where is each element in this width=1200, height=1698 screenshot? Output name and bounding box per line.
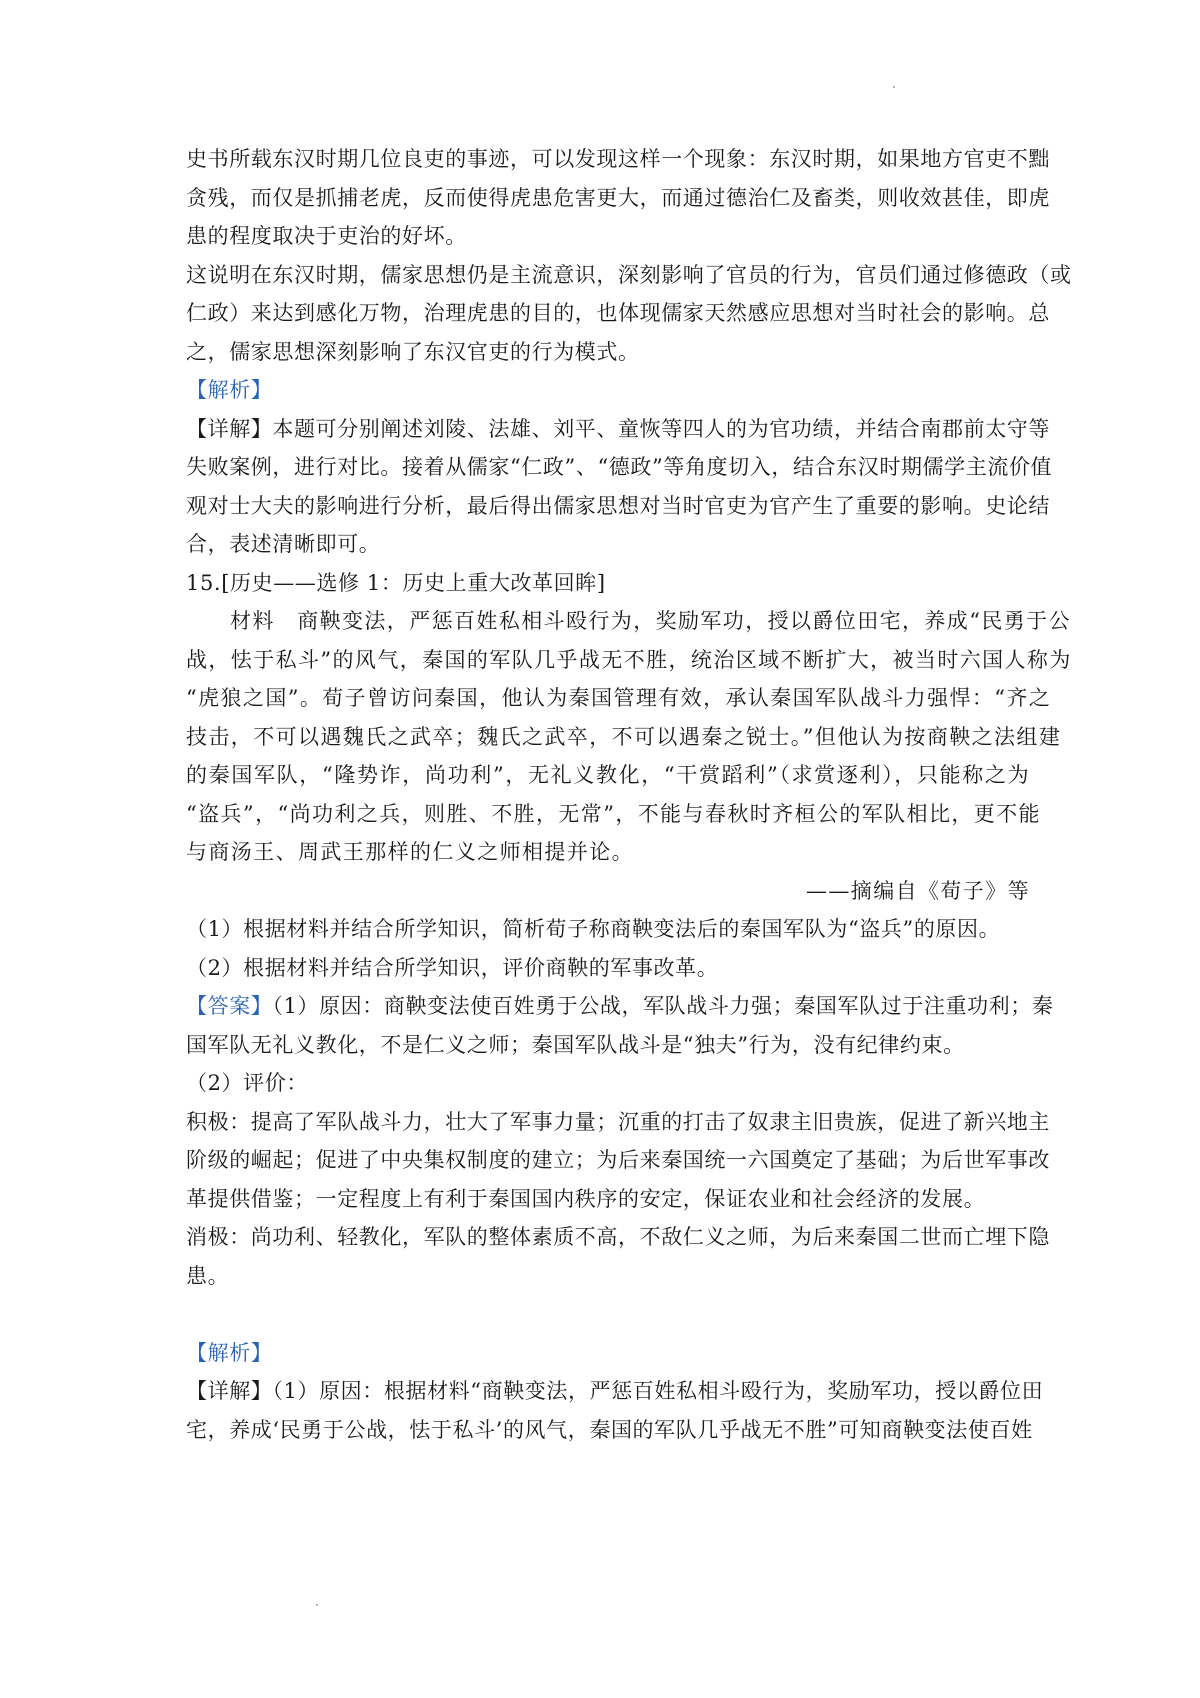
text-line: 革提供借鉴；一定程度上有利于秦国国内秩序的安定，保证农业和社会经济的发展。 <box>186 1186 986 1211</box>
material-line: 与商汤王、周武王那样的仁义之师相提并论。 <box>186 840 634 864</box>
text-line: 之，儒家思想深刻影响了东汉官吏的行为模式。 <box>186 339 640 364</box>
text-line: 仁政）来达到感化万物，治理虎患的目的，也体现儒家天然感应思想对当时社会的影响。总 <box>186 301 1050 325</box>
scan-speck <box>316 1604 318 1606</box>
question-heading <box>186 564 1030 603</box>
text-line: 失败案例，进行对比。接着从儒家“仁政”、“德政”等角度切入，结合东汉时期儒学主流价值 <box>186 455 1053 479</box>
answer-section <box>186 987 1054 1295</box>
scan-speck <box>893 86 895 88</box>
text-line: 患的程度取决于吏治的好坏。 <box>186 224 467 248</box>
detail-label: 【详解】 <box>186 1379 273 1403</box>
text-line: 消极：尚功利、轻教化，军队的整体素质不高，不敌仁义之师，为后来秦国二世而亡埋下隐 <box>186 1225 1050 1249</box>
text-line: 宅，养成‘民勇于公战，怯于私斗’的风气，秦国的军队几乎战无不胜”可知商鞅变法使百姓 <box>186 1417 1033 1442</box>
material-line: “虎狼之国”。荀子曾访问秦国，他认为秦国管理有效，承认秦国军队战斗力强悍：“齐之 <box>186 686 1052 710</box>
text-line: 患。 <box>186 1263 230 1288</box>
text-line: 贪残，而仅是抓捕老虎，反而使得虎患危害更大，而通过德治仁及畜类，则收效甚佳，即虎 <box>186 185 1050 210</box>
material-source: ——摘编自《荀子》等 <box>806 878 1030 903</box>
blank-line <box>186 1295 1030 1334</box>
previous-answer <box>186 140 1072 371</box>
answer-label: 【答案】 <box>186 994 273 1018</box>
text-line: （2）评价： <box>186 1071 308 1095</box>
text-line: 阶级的崛起；促进了中央集权制度的建立；为后来秦国统一六国奠定了基础；为后世军事改 <box>186 1148 1050 1172</box>
analysis-label: 【解析】 <box>186 1340 273 1365</box>
text-line: 合，表述清晰即可。 <box>186 532 381 556</box>
detail-section <box>186 410 1053 564</box>
text-line: 积极：提高了军队战斗力，壮大了军事力量；沉重的打击了奴隶主旧贵族，促进了新兴地主 <box>186 1109 1050 1134</box>
sub-question: （2）根据材料并结合所学知识，评价商鞅的军事改革。 <box>186 955 719 980</box>
material-line: 技击，不可以遇魏氏之武卒；魏氏之武卒，不可以遇秦之锐士。”但他认为按商鞅之法组建 <box>186 724 1062 749</box>
detail-text: （1）原因：根据材料“商鞅变法，严惩百姓私相斗殴行为，奖励军功，授以爵位田 <box>272 1379 1044 1403</box>
material-line: 的秦国军队，“隆势诈，尚功利”，无礼义教化，“干赏蹈利”（求赏逐利），只能称之为 <box>186 763 1030 787</box>
detail-section <box>186 1372 1044 1449</box>
text-line: 史书所载东汉时期几位良吏的事迹，可以发现这样一个现象：东汉时期，如果地方官吏不黜 <box>186 147 1050 171</box>
question-title: [历史——选修 1：历史上重大改革回眸] <box>221 570 606 595</box>
text-line: 国军队无礼义教化，不是仁义之师；秦国军队战斗是“独夫”行为，没有纪律约束。 <box>186 1032 965 1057</box>
question-number: 15. <box>186 570 222 595</box>
analysis-label: 【解析】 <box>186 378 273 402</box>
answer-text: （1）原因：商鞅变法使百姓勇于公战，军队战斗力强；秦国军队过于注重功利；秦 <box>272 994 1054 1018</box>
material-block <box>186 602 1072 910</box>
text-line <box>186 987 1054 1026</box>
material-line: 材料 商鞅变法，严惩百姓私相斗殴行为，奖励军功，授以爵位田宅，养成“民勇于公 <box>230 609 1071 633</box>
sub-question: （1）根据材料并结合所学知识，简析荀子称商鞅变法后的秦国军队为“盗兵”的原因。 <box>186 917 1001 941</box>
text-line: 这说明在东汉时期，儒家思想仍是主流意识，深刻影响了官员的行为，官员们通过修德政（或 <box>186 262 1072 287</box>
text-line: 观对士大夫的影响进行分析，最后得出儒家思想对当时官吏为官产生了重要的影响。史论结 <box>186 493 1050 518</box>
detail-label: 【详解】 <box>186 416 273 441</box>
document-page <box>186 140 1072 1449</box>
text-line <box>186 410 1051 449</box>
material-line: 战，怯于私斗”的风气，秦国的军队几乎战无不胜，统治区域不断扩大，被当时六国人称为 <box>186 647 1072 672</box>
text-line <box>186 1372 1044 1411</box>
material-line: “盗兵”，“尚功利之兵，则胜、不胜，无常”，不能与春秋时齐桓公的军队相比，更不能 <box>186 801 1041 826</box>
detail-text: 本题可分别阐述刘陵、法雄、刘平、童恢等四人的为官功绩，并结合南郡前太守等 <box>272 416 1051 441</box>
